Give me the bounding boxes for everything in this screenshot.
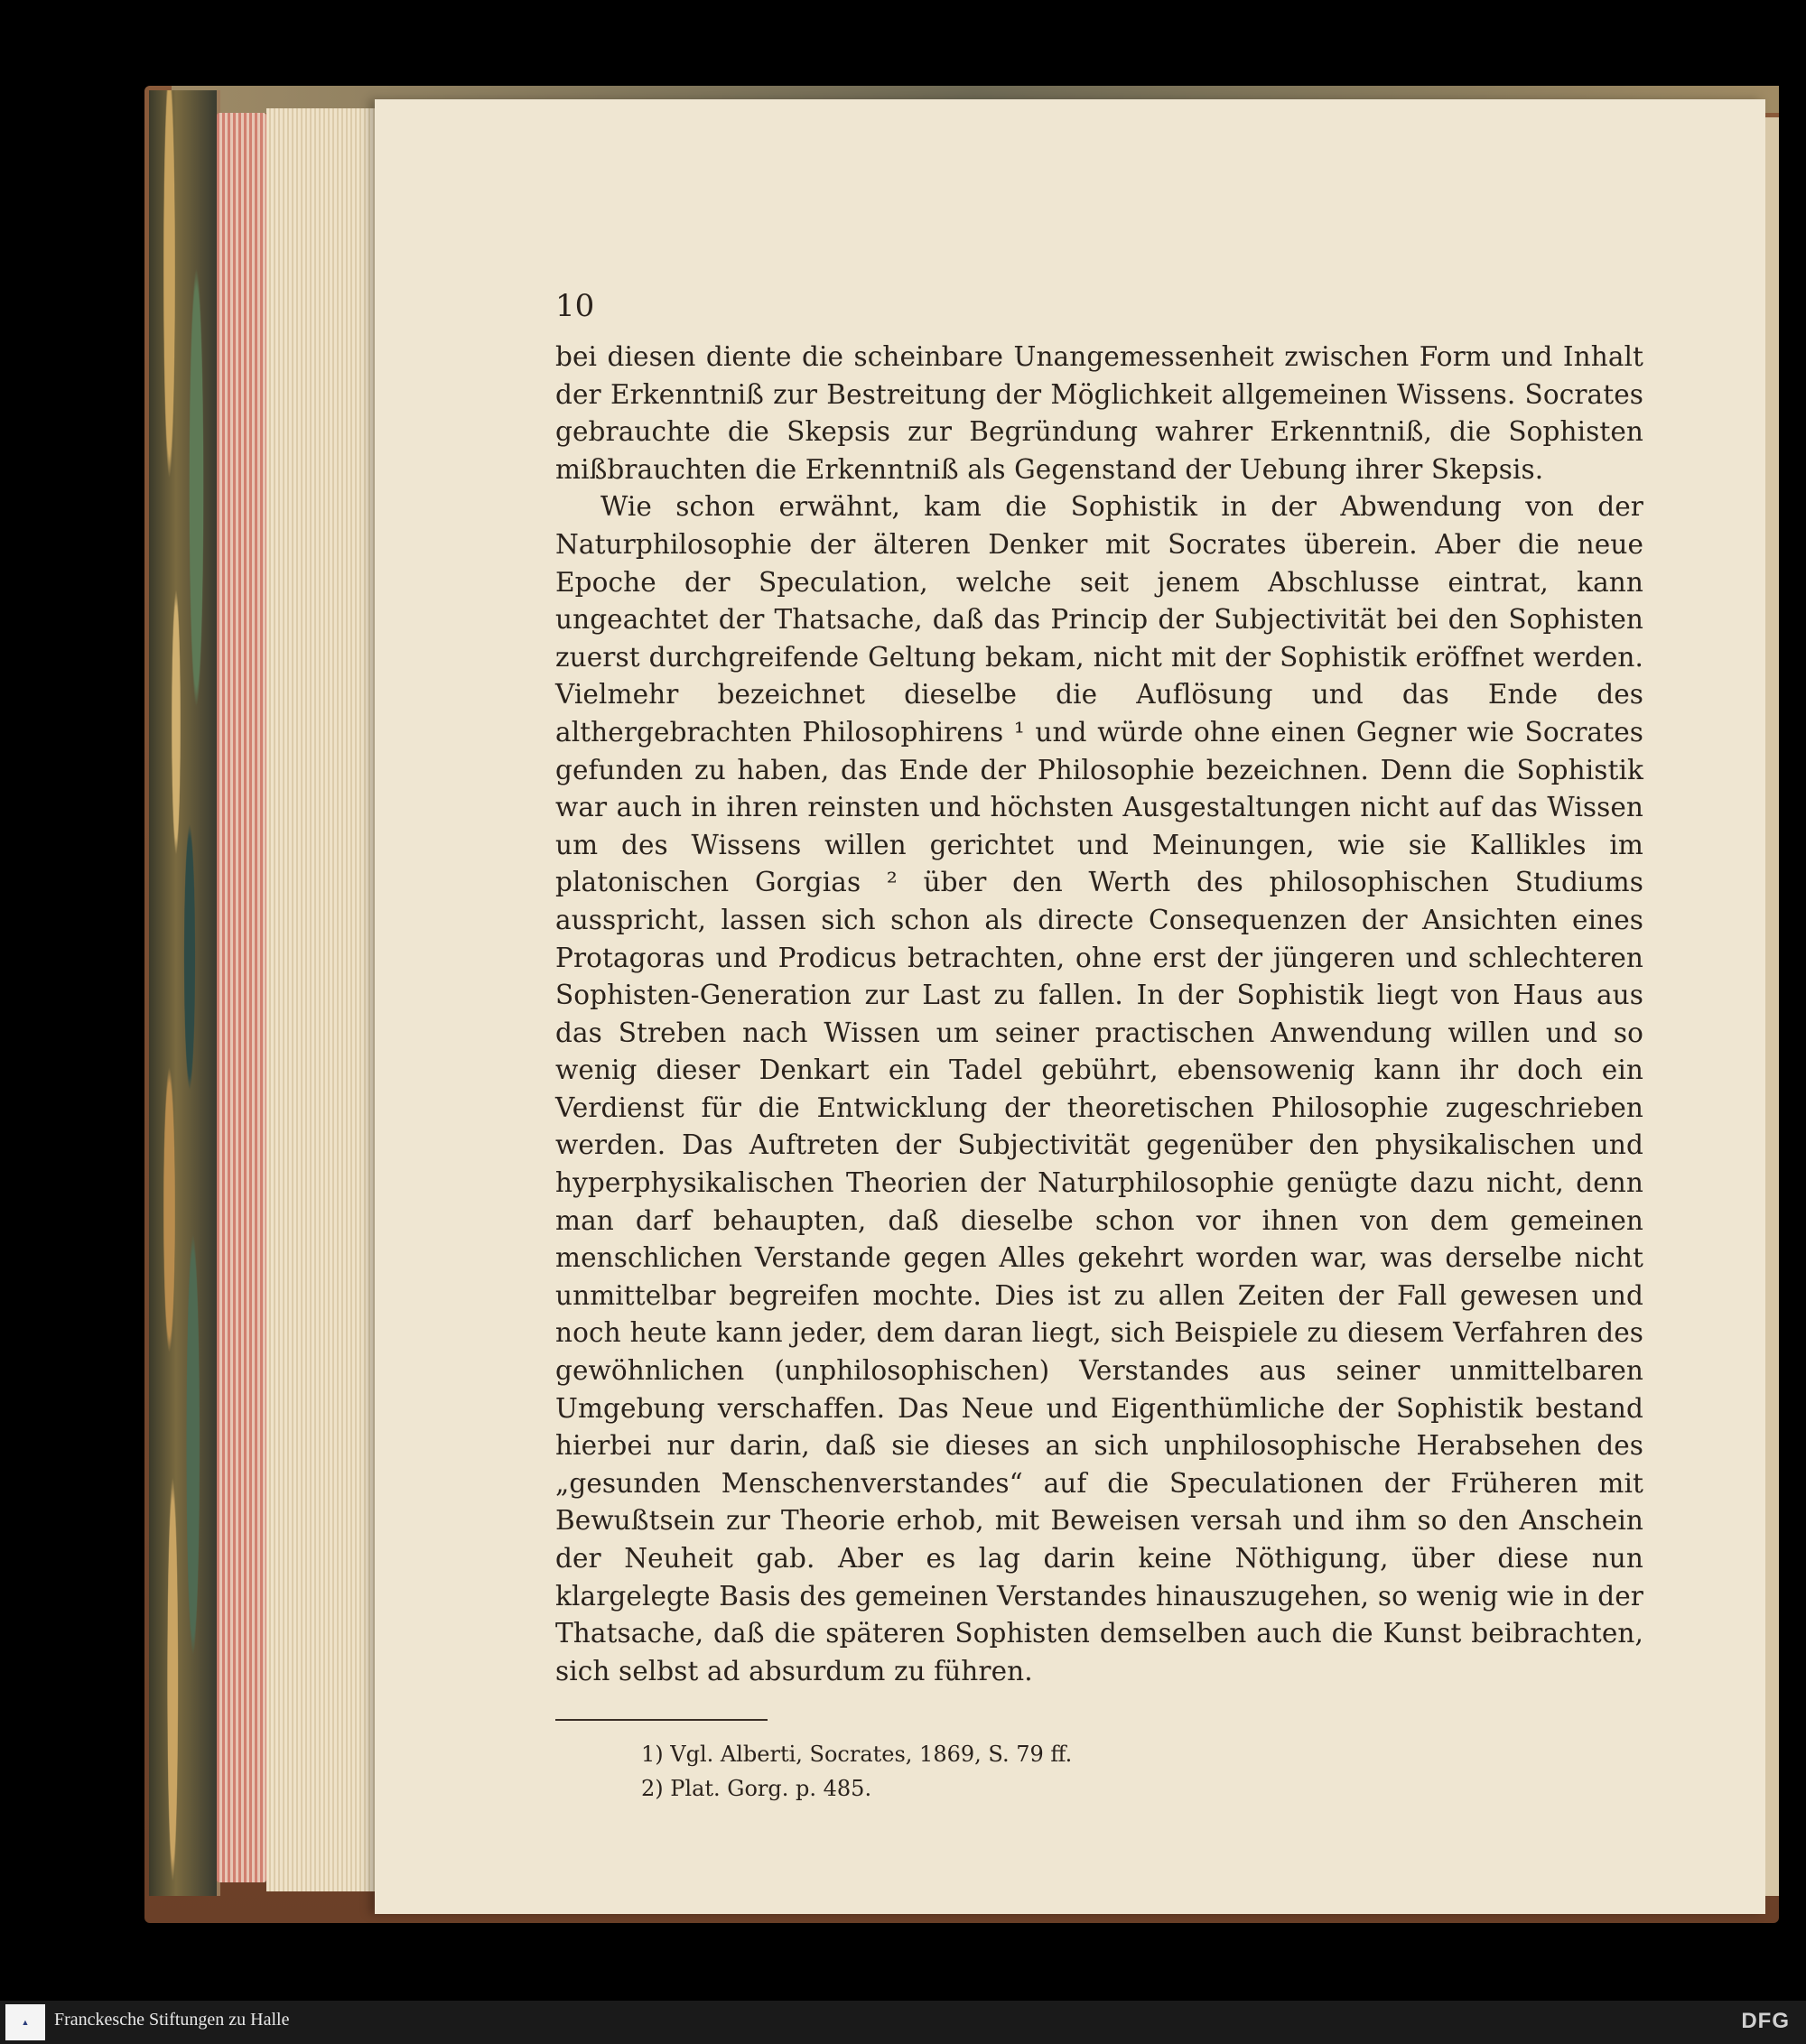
body-text [555,339,1643,1690]
paragraph-2: Wie schon erwähnt, kam die Sophistik in der Abwendung von der Naturphilosophie der älteren Denker mit Socrates überein. Aber die neue Epoche der Speculation, welche seit jenem Abschlusse eintrat, kann ungeachtet der Thatsache, daß das Princip der Subjectivität bei den Sophisten zuerst durchgreifende Geltung bekam, nicht mit der Sophistik eröffnet werden. Vielmehr bezeichnet dieselbe die Auflösung und das Ende des althergebrachten Philosophirens ¹ und würde ohne einen Gegner wie Socrates gefunden zu haben, das Ende der Philosophie bezeichnen. Denn die Sophistik war auch in ihren reinsten und höchsten Ausgestaltungen nicht auf das Wissen um des Wissens willen gerichtet und Meinungen, wie sie Kallikles im platonischen Gorgias ² über den Werth des philosophischen Studiums ausspricht, lassen sich schon als directe Consequenzen der Ansichten eines Protagoras und Prodicus betrachten, ohne erst der jüngeren und schlechteren Sophisten-Generation zur Last zu fallen. In der Sophistik liegt von Haus aus das Streben nach Wissen um seiner practischen Anwendung willen und so wenig dieser Denkart ein Tadel gebührt, ebensowenig kann ihr doch ein Verdienst für die Entwicklung der theoretischen Philosophie zugeschrieben werden. Das Auftreten der Subjectivität gegenüber den physikalischen und hyperphysikalischen Theorien der Naturphilosophie genügte dazu nicht, denn man darf behaupten, daß dieselbe schon vor ihnen von dem gemeinen menschlichen Verstande gegen Alles gekehrt worden war, was derselbe nicht unmittelbar begreifen mochte. Dies ist zu allen Zeiten der Fall gewesen und noch heute kann jeder, dem daran liegt, sich Beispiele zu diesem Verfahren des gewöhnlichen (unphilosophischen) Verstandes aus seiner unmittelbaren Umgebung verschaffen. Das Neue und Eigenthümliche der Sophistik bestand hierbei nur darin, daß sie dieses an sich unphilosophische Herabsehen des „gesunden Menschenverstandes“ auf die Speculationen der Früheren mit Bewußtsein zur Theorie erhob, mit Beweisen versah und ihm so den Anschein der Neuheit gab. Aber es lag darin keine Nöthigung, über diese nun klargelegte Basis des gemeinen Verstandes hinauszugehen, so wenig wie in der Thatsache, daß die späteren Sophisten demselben auch die Kunst beibrachten, sich selbst ad absurdum zu führen. [555,491,1643,1686]
viewer-footer [0,2001,1806,2044]
dfg-badge: DFG [1741,2009,1790,2033]
institution-name[interactable]: Franckesche Stiftungen zu Halle [54,2010,290,2030]
marbled-spine [149,90,220,1896]
footnote-2: 2) Plat. Gorg. p. 485. [641,1776,872,1802]
page-edges-red [217,113,266,1882]
paragraph-1: bei diesen diente die scheinbare Unangemessenheit zwischen Form und Inhalt der Erkenntniß zur Bestreitung der Möglichkeit allgemeinen Wissens. Socrates gebrauchte die Skepsis zur Begründung wahrer Erkenntniß, die Sophisten mißbrauchten die Erkenntniß als Gegenstand der Uebung ihrer Skepsis. [555,341,1643,485]
page-content [555,284,1643,1806]
footnote-rule [555,1719,768,1721]
page-right-edge [1765,117,1779,1896]
institution-logo-icon: ▲ [5,2004,45,2040]
footnote-1: 1) Vgl. Alberti, Socrates, 1869, S. 79 ff. [641,1742,1073,1768]
page-edges-cream [266,108,384,1891]
footnotes [555,1737,1643,1806]
page-number: 10 [555,288,595,324]
